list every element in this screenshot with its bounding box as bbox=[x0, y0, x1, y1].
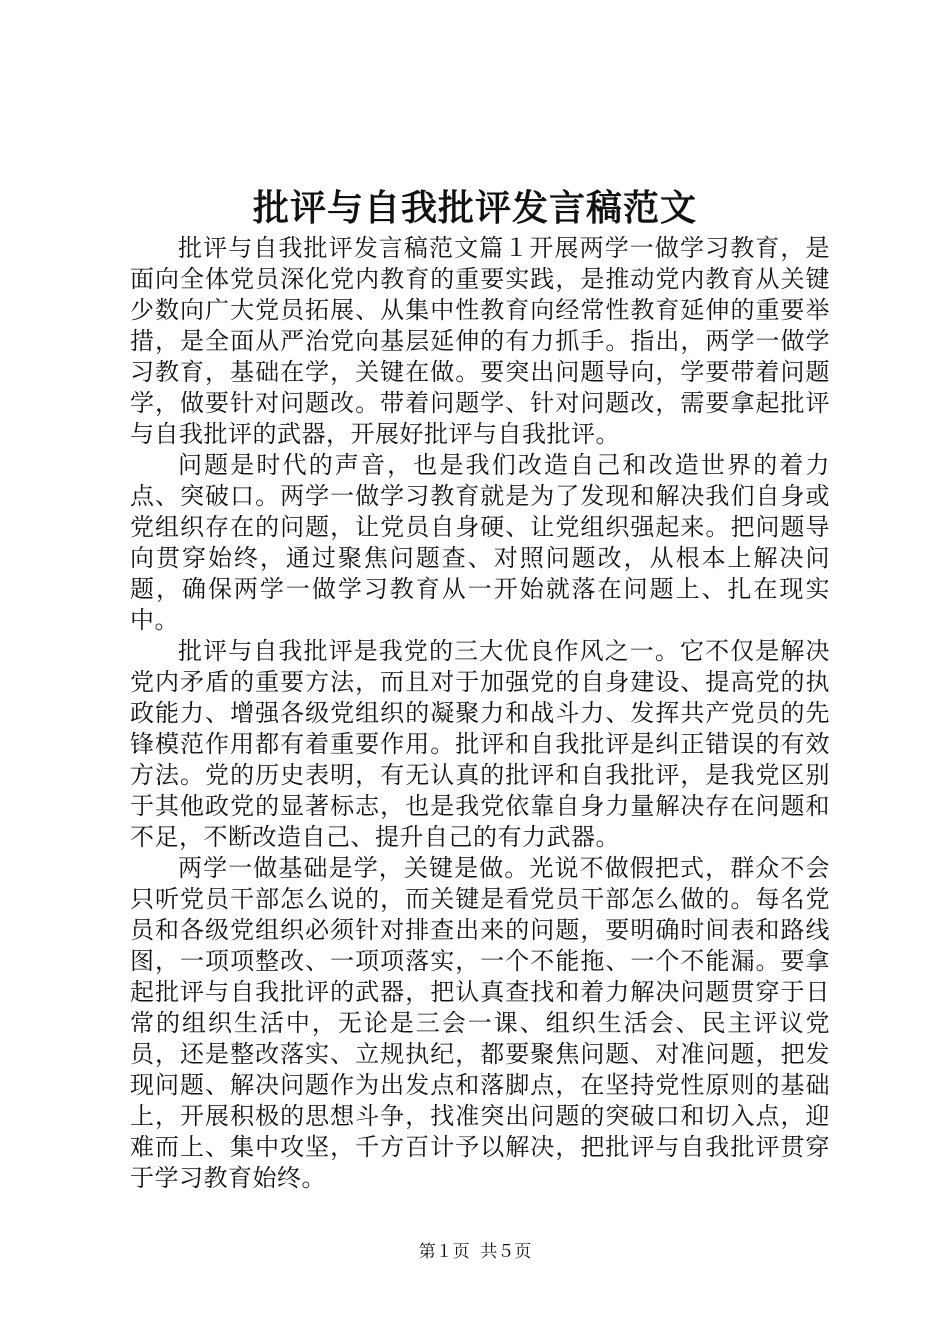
page-footer bbox=[0, 1240, 950, 1264]
paragraph-1: 批评与自我批评发言稿范文篇１开展两学一做学习教育，是面向全体党员深化党内教育的重要实践，是推动党内教育从关键少数向广大党员拓展、从集中性教育向经常性教育延伸的重要举措，是全面从严治党向基层延伸的有力抓手。指出，两学一做学习教育，基础在学，关键在做。要突出问题导向，学要带着问题学，做要针对问题改。带着问题学、针对问题改，需要拿起批评与自我批评的武器，开展好批评与自我批评。 bbox=[130, 234, 830, 448]
document-title: 批评与自我批评发言稿范文 bbox=[252, 187, 697, 229]
page-number: 第１页 bbox=[418, 1242, 470, 1262]
paragraph-3: 批评与自我批评是我党的三大优良作风之一。它不仅是解决党内矛盾的重要方法，而且对于加强党的自身建设、提高党的执政能力、增强各级党组织的凝聚力和战斗力、发挥共产党员的先锋模范作用都有着重要作用。批评和自我批评是纠正错误的有效方法。党的历史表明，有无认真的批评和自我批评，是我党区别于其他政党的显著标志，也是我党依靠自身力量解决存在问题和不足，不断改造自己、提升自己的有力武器。 bbox=[130, 637, 830, 851]
paragraph-4: 两学一做基础是学，关键是做。光说不做假把式，群众不会只听党员干部怎么说的，而关键是看党员干部怎么做的。每名党员和各级党组织必须针对排查出来的问题，要明确时间表和路线图，一项项整改、一项项落实，一个不能拖、一个不能漏。要拿起批评与自我批评的武器，把认真查找和着力解决问题贯穿于日常的组织生活中，无论是三会一课、组织生活会、民主评议党员，还是整改落实、立规执纪，都要聚焦问题、对准问题，把发现问题、解决问题作为出发点和落脚点，在坚持党性原则的基础上，开展积极的思想斗争，找准突出问题的突破口和切入点，迎难而上、集中攻坚，千方百计予以解决，把批评与自我批评贯穿于学习教育始终。 bbox=[130, 854, 830, 1192]
page-total: 共５页 bbox=[480, 1242, 532, 1262]
document-body bbox=[130, 233, 830, 1194]
paragraph-2: 问题是时代的声音，也是我们改造自己和改造世界的着力点、突破口。两学一做学习教育就是为了发现和解决我们自身或党组织存在的问题，让党员自身硬、让党组织强起来。把问题导向贯穿始终，通过聚焦问题查、对照问题改，从根本上解决问题，确保两学一做学习教育从一开始就落在问题上、扎在现实中。 bbox=[130, 451, 830, 634]
